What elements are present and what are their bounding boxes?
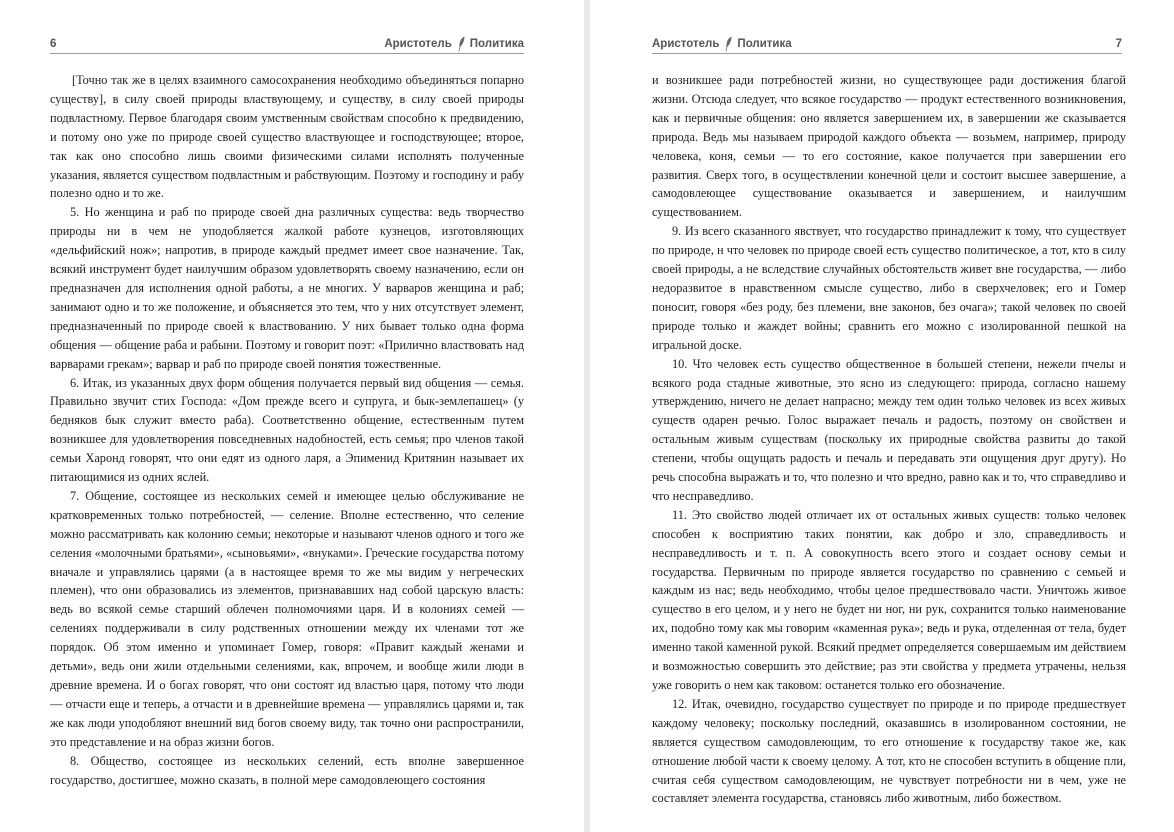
left-page-header <box>50 36 524 52</box>
right-page <box>590 0 1174 832</box>
paragraph: 9. Из всего сказанного явствует, что государство принадлежит к тому, что существует по природе, н что человек по природе своей есть существо политическое, а тот, кто в силу своей природы, а не вследствие случайных обстоятельств живет вне государства, — либо недоразвитое в нравственном смысле существо, либо в сверхчеловек; его и Гомер поносит, говоря «без роду, без племени, вне законов, без очага»; такой человек по своей природе только и жаждет войны; сравнить его можно с изолированной пешкой на игральной доске. <box>652 224 1126 352</box>
paragraph: 7. Общение, состоящее из нескольких семей и имеющее целью обслуживание не кратковременных только потребностей, — селение. Вполне естественно, что селение можно рассматривать как колонию семьи; некоторые и называют членов одного и того же селения «молочными братьями», «сыновьями», «внуками». Греческие государства потому вначале и управлялись царями (а в настоящее время то же мы видим у негреческих племен), что они образовались из элементов, признававших над собой царскую власть: ведь во всякой семье старший облечен полномочиями царя. И в колониях семей — селениях поддерживали в силу родственных отношении между их членами тот же порядок. Об этом именно и упоминает Гомер, говоря: «Правит каждый женами и детьми», ведь они жили отдельными селениями, как, впрочем, и вообще жили люди в древние времена. И о богах говорят, что они состоят ид властью царя, потому что люди — отчасти еще и теперь, а отчасти и в древнейшие времена — управлялись царями и, так же как люди уподобляют внешний вид богов своему виду, так точно они распространили, это представление и на образ жизни богов. <box>50 488 524 749</box>
quill-icon <box>456 36 466 52</box>
paragraph: 11. Это свойство людей отличает их от остальных живых существ: только человек способен к восприятию таких понятии, как добро и зло, справедливость и несправедливость и т. п. А совокупность всего этого и создает основу семьи и государства. Первичным по природе является государство по сравнению с семьей и каждым из нас; ведь необходимо, чтобы целое предшествовало части. Уничтожь живое существо в его целом, и у него не будет ни ног, ни рук, сохранится только наименование их, подобно тому как мы говорим «каменная рука»; ведь и рука, отделенная от тела, будет именно такой каменной рукой. Всякий предмет определяется совершаемым им действием и возможностью совершить это действие; раз эти свойства у предмета утрачены, нельзя уже говорить о нем как таковом: останется только его обозначение. <box>652 507 1126 692</box>
running-header-title: Политика <box>737 38 792 50</box>
running-header-title: Политика <box>469 38 524 50</box>
paragraph: 12. Итак, очевидно, государство существует по природе и по природе предшествует каждому человеку; поскольку последний, оказавшись в изолированном состоянии, не является существом самодовлеющим, то его отношение к государству такое же, как отношение любой части к своему целому. А тот, кто не способен вступить в общение пли, считая себя существом самодовлеющим, не чувствует потребности ни в чем, уже не составляет элемента государства, становясь либо животным, либо божеством. <box>652 696 1126 806</box>
paragraph: [Точно так же в целях взаимного самосохранения необходимо объединяться попарно существу], в силу своей природы властвующему, и существу, в силу своей природы подвластному. Первое благодаря своим умственным свойствам способно к предвидению, и потому оно уже по природе своей существо властвующее и господствующее; второе, так как оно способно лишь своими физическими силами исполнять полученные указания, является существом подвластным и рабствующим. Поэтому и господину и рабу полезно одно и то же. <box>50 73 524 201</box>
paragraph: 5. Но женщина и раб по природе своей дна различных существа: ведь творчество природы ни в чем не уподобляется жалкой работе кузнецов, изготовляющих «дельфийский нож»; напротив, в природе каждый предмет имеет свое назначение. Так, всякий инструмент будет наилучшим образом удовлетворять своему назначению, если он предназначен для исполнения одной работы, а не многих. У варваров женщина и раб; занимают одно и то же положение, и объясняется это тем, что у них отсутствует элемент, предназначенный по природе своей к властвованию. У них бывает только одна форма общения — общение раба и рабыни. Поэтому и говорит поэт: «Прилично властвовать над варварами грекам»; варвар и раб по природе своей понятия тожественные. <box>50 205 524 371</box>
running-header <box>652 36 792 52</box>
body-text <box>50 71 524 789</box>
paragraph: и возникшее ради потребностей жизни, но существующее ради достижения благой жизни. Отсюда следует, что всякое государство — продукт естественного возникновения, как и первичные общения: оно является завершением их, в завершении же сказывается природа. Ведь мы называем природой каждого объекта — возьмем, например, природу человека, коня, семьи — то его состояние, какое получается при завершении его развития. Сверх того, в осуществлении конечной цели и состоит высшее завершение, а самодовлеющее существование оказывается и завершением, и наилучшим существованием. <box>652 73 1126 220</box>
page-number: 7 <box>1115 38 1122 50</box>
paragraph: 8. Общество, состоящее из нескольких селений, есть вполне завершенное государство, достигшее, можно сказать, в полной мере самодовлеющего состояния <box>50 753 524 787</box>
running-header <box>384 36 524 52</box>
header-rule <box>50 53 524 54</box>
body-text <box>652 71 1126 808</box>
running-header-author: Аристотель <box>384 38 452 50</box>
right-page-header <box>652 36 1122 52</box>
page-number: 6 <box>50 38 57 50</box>
paragraph: 10. Что человек есть существо общественное в большей степени, нежели пчелы и всякого рода стадные животные, это ясно из следующего: природа, согласно нашему утверждению, ничего не делает напрасно; между тем один только человек из всех живых существ одарен речью. Голос выражает печаль и радость, поэтому он свойствен и остальным живым существам (поскольку их природные свойства развиты до такой степени, чтобы ощущать радость и печаль и передавать эти ощущения друг другу). Но речь способна выражать и то, что полезно и что вредно, равно как и то, что справедливо и что несправедливо. <box>652 356 1126 503</box>
left-page <box>0 0 584 832</box>
quill-icon <box>723 36 733 52</box>
paragraph: 6. Итак, из указанных двух форм общения получается первый вид общения — семья. Правильно звучит стих Господа: «Дом прежде всего и супруга, и бык-землепашец» (у бедняков бык служит вместо раба). Соответственно общение, естественным путем возникшее для удовлетворения повседневных надобностей, есть семья; про членов такой семьи Харонд говорят, что они едят из одного ларя, а Эпименид Критянин называет их питающимися из одних яслей. <box>50 375 524 485</box>
header-rule <box>652 53 1122 54</box>
running-header-author: Аристотель <box>652 38 720 50</box>
